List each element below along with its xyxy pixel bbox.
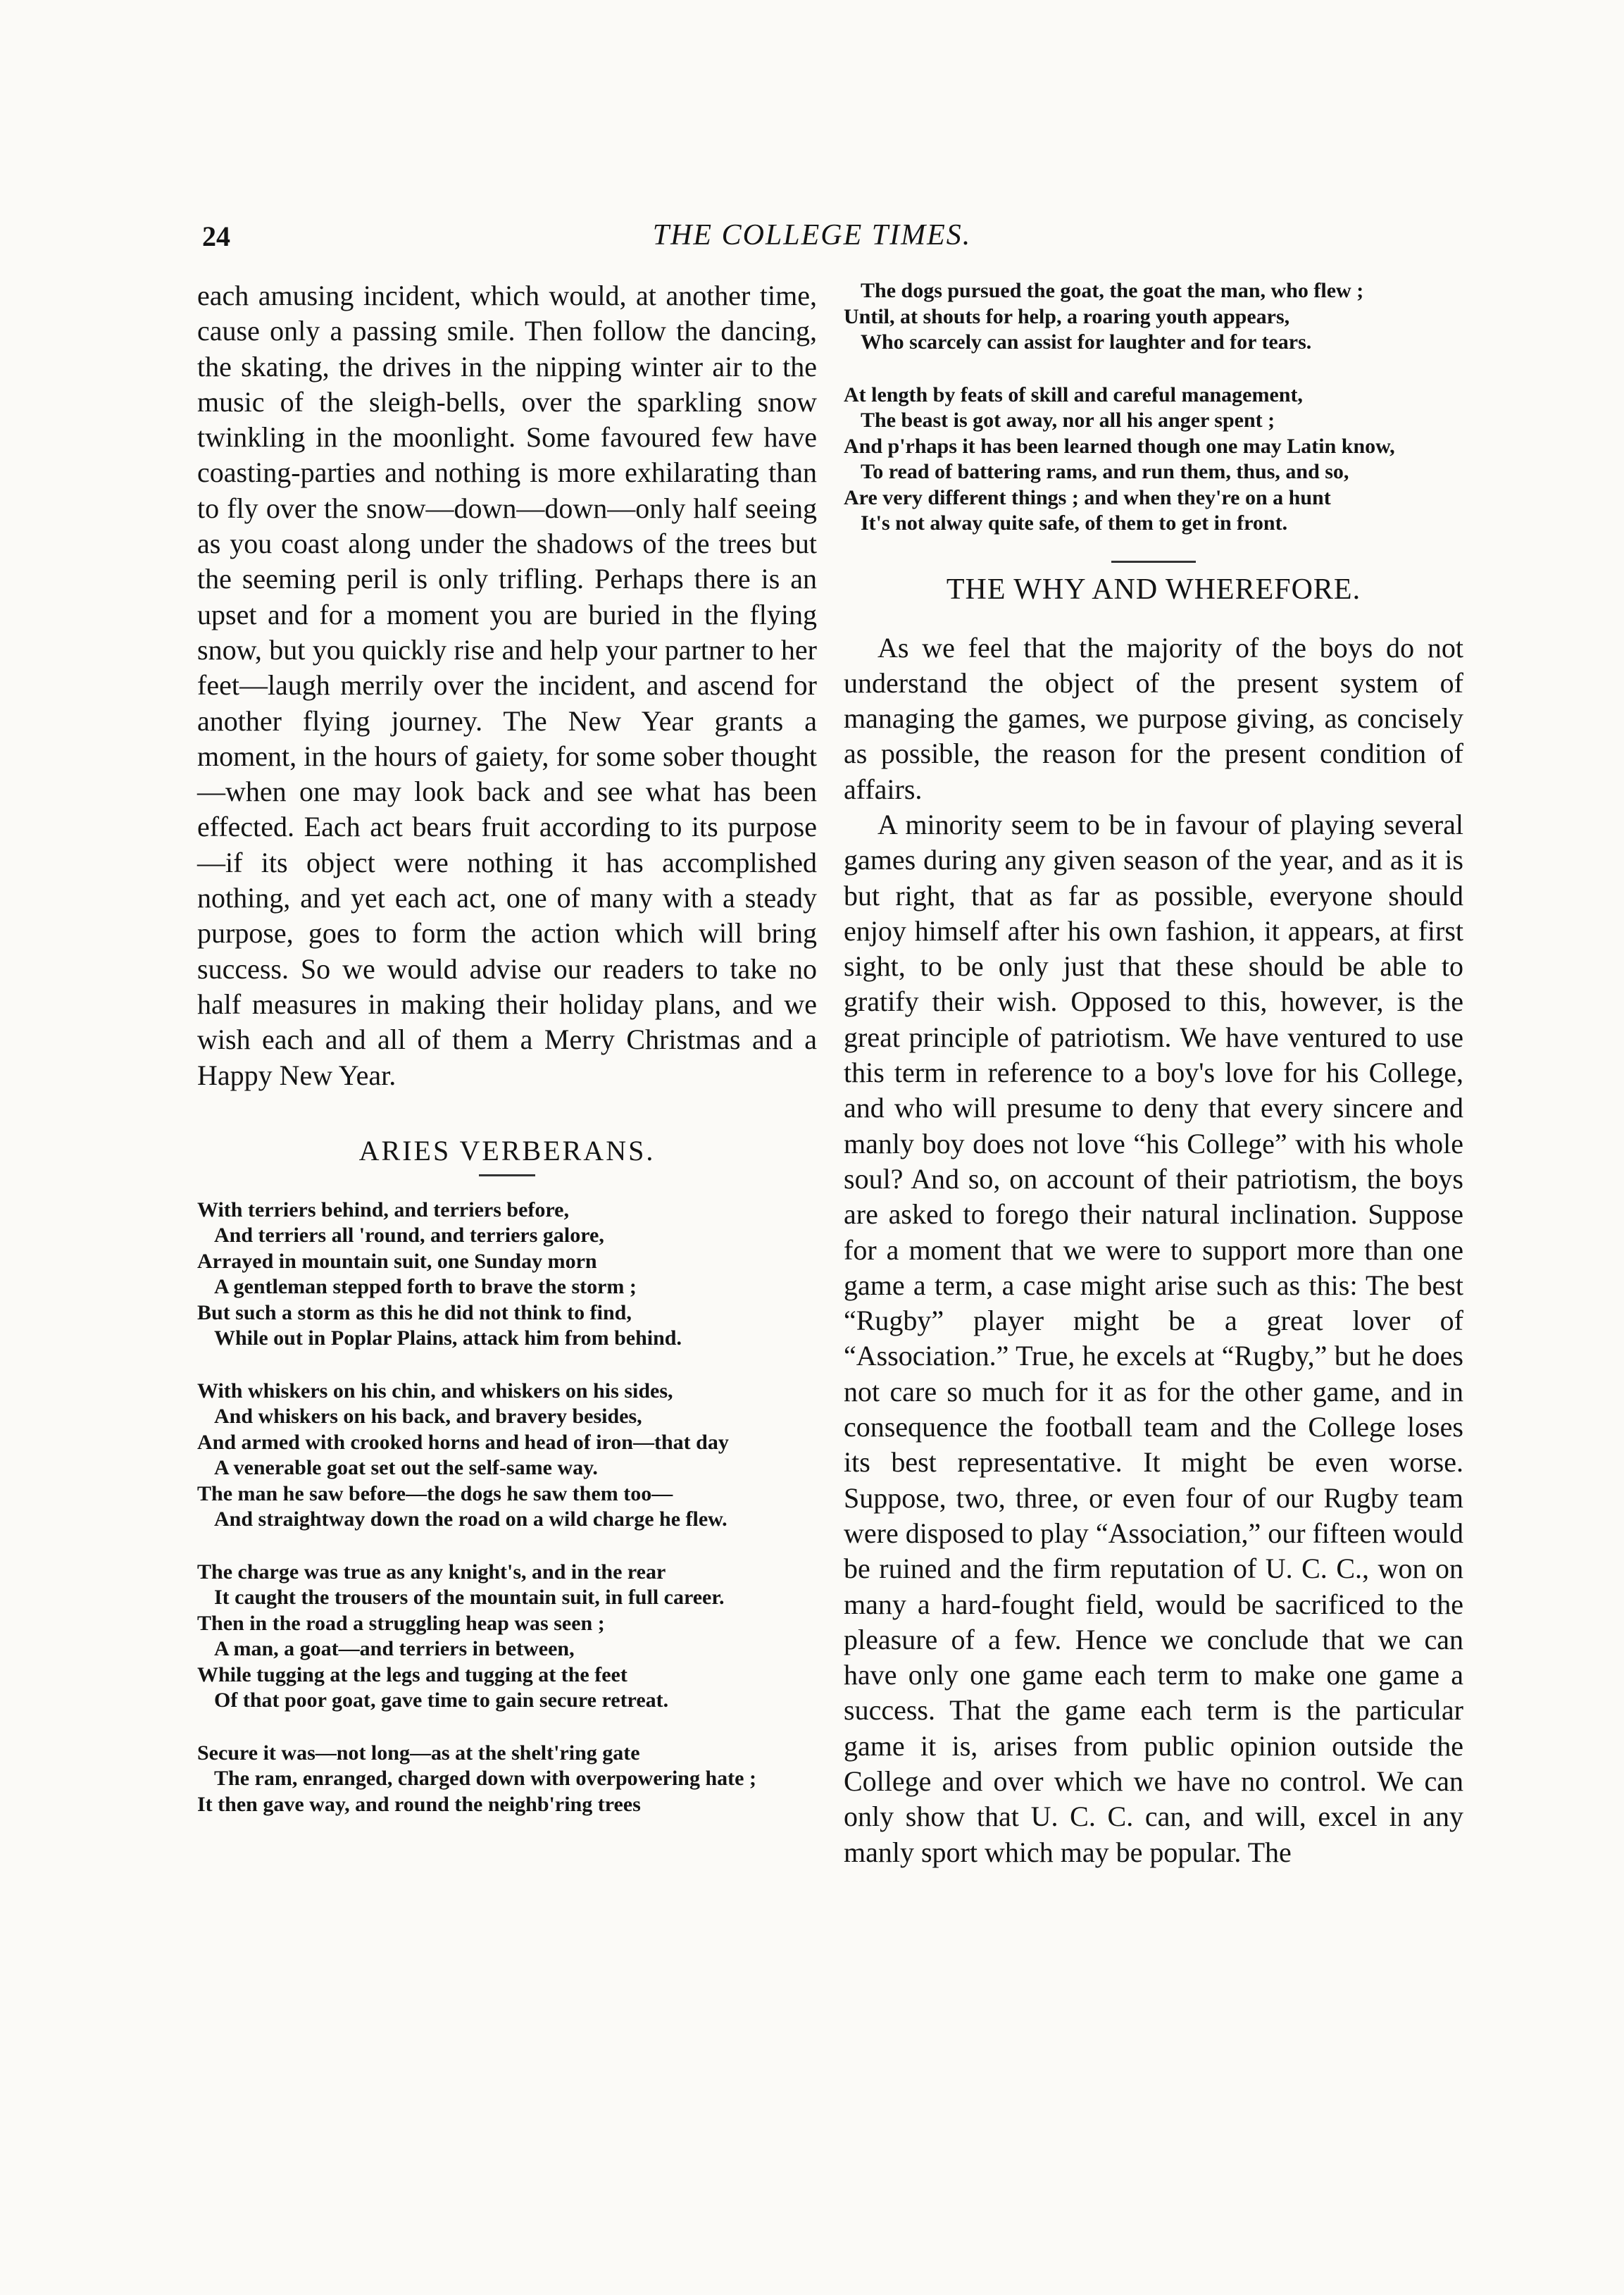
verse-line: Are very different things ; and when they're on a hunt bbox=[844, 485, 1331, 509]
verse-line: And terriers all 'round, and terriers galore, bbox=[214, 1224, 604, 1248]
verse-line: But such a storm as this he did not think to find, bbox=[197, 1300, 632, 1324]
poem bbox=[197, 1198, 817, 1818]
verse-line: A gentleman stepped forth to brave the storm ; bbox=[214, 1275, 637, 1299]
page-number: 24 bbox=[202, 220, 230, 252]
stanza bbox=[844, 382, 1463, 537]
section-title: THE WHY AND WHEREFORE. bbox=[946, 573, 1361, 606]
verse-line: And armed with crooked horns and head of iron—that day bbox=[197, 1430, 729, 1454]
verse-line: While tugging at the legs and tugging at the feet bbox=[197, 1662, 627, 1686]
verse-line: It caught the trousers of the mountain suit, in full career. bbox=[214, 1586, 725, 1610]
poem-title-rule bbox=[479, 1174, 535, 1176]
verse-line: Then in the road a struggling heap was seen ; bbox=[197, 1611, 605, 1635]
poem-title: ARIES VERBERANS. bbox=[358, 1134, 656, 1167]
stanza bbox=[197, 1198, 817, 1352]
left-column bbox=[197, 278, 817, 1844]
stanza bbox=[844, 278, 1463, 356]
verse-line: The beast is got away, nor all his anger spent ; bbox=[861, 409, 1275, 432]
verse-line: With terriers behind, and terriers before, bbox=[197, 1198, 569, 1221]
verse-line: To read of battering rams, and run them, thus, and so, bbox=[861, 460, 1349, 483]
verse-line: With whiskers on his chin, and whiskers on his sides, bbox=[197, 1379, 673, 1402]
verse-line: Of that poor goat, gave time to gain secure retreat. bbox=[214, 1688, 669, 1712]
verse-line: The man he saw before—the dogs he saw them too— bbox=[197, 1481, 673, 1505]
verse-line: It then gave way, and round the neighb'ring trees bbox=[197, 1792, 641, 1816]
verse-line: Who scarcely can assist for laughter and for tears. bbox=[861, 330, 1312, 354]
article-continuation: each amusing incident, which would, at another time, cause only a passing smile. Then follow the dancing, the skating, the drives in the nipping winter air to the music of the sleigh-bells, over the sparkling snow twinkling in the moonlight. Some favoured few have coasting-parties and nothing is more exhilarating than to fly over the snow—down—down—only half seeing as you coast along under the shadows of the trees but the seeming peril is only trifling. Perhaps there is an upset and for a moment you are buried in the flying snow, but you quickly rise and help your partner to her feet—laugh merrily over the incident, and ascend for another flying journey. The New Year grants a moment, in the hours of gaiety, for some sober thought—when one may look back and see what has been effected. Each act bears fruit according to its purpose—if its object were nothing it has accomplished nothing, and yet each act, one of many with a steady purpose, goes to form the action which will bring success. So we would advise our readers to take no half measures in making their holiday plans, and we wish each and all of them a Merry Christmas and a Happy New Year. bbox=[197, 280, 817, 1091]
verse-line: The dogs pursued the goat, the goat the man, who flew ; bbox=[861, 279, 1364, 302]
poem-continuation bbox=[844, 278, 1463, 537]
verse-line: Secure it was—not long—as at the shelt'ring gate bbox=[197, 1741, 640, 1765]
verse-line: A venerable goat set out the self-same way. bbox=[214, 1456, 598, 1480]
verse-line: The ram, enranged, charged down with overpowering hate ; bbox=[214, 1767, 756, 1791]
stanza bbox=[197, 1560, 817, 1714]
paragraph: A minority seem to be in favour of playing several games during any given season of the year, and as it is but right, that as far as possible, everyone should enjoy himself after his own fashion, it appears, at first sight, to be only just that these should be able to gratify their wish. Opposed to this, however, is the great principle of patriotism. We have ventured to use this term in reference to a boy's love for his College, and who will presume to deny that every sincere and manly boy does not love “his College” with his whole soul? And so, on account of their patriotism, the boys are asked to forego their natural inclination. Suppose for a moment that we were to support more than one game a term, a case might arise such as this: The best “Rugby” player might be a great lover of “Association.” True, he excels at “Rugby,” but he does not care so much for it as for the other game, and in consequence the football team and the College loses its best representative. It might be even worse. Suppose, two, three, or even four of our Rugby team were disposed to play “Association,” our fifteen would be ruined and the firm reputation of U. C. C., won on many a hard-fought field, would be sacrificed to the pleasure of a few. Hence we conclude that we can have only one game each term to make one game a success. That the game each term is the particular game it is, arises from public opinion outside the College and over which we have no control. We can only show that U. C. C. can, and will, excel in any manly sport which may be popular. The bbox=[844, 808, 1463, 1868]
verse-line: At length by feats of skill and careful management, bbox=[844, 382, 1303, 406]
stanza bbox=[197, 1379, 817, 1533]
verse-line: And straightway down the road on a wild charge he flew. bbox=[214, 1507, 727, 1531]
verse-line: It's not alway quite safe, of them to get in front. bbox=[861, 511, 1288, 535]
paragraph: As we feel that the majority of the boys do not understand the object of the present system of managing the games, we purpose giving, as concisely as possible, the reason for the present condition of affairs. bbox=[844, 631, 1463, 805]
verse-line: While out in Poplar Plains, attack him from behind. bbox=[214, 1326, 682, 1350]
stanza bbox=[197, 1741, 817, 1818]
section-rule bbox=[1111, 561, 1196, 563]
verse-line: And p'rhaps it has been learned though one may Latin know, bbox=[844, 434, 1395, 458]
verse-line: Arrayed in mountain suit, one Sunday morn bbox=[197, 1249, 597, 1273]
verse-line: The charge was true as any knight's, and in the rear bbox=[197, 1560, 666, 1584]
verse-line: Until, at shouts for help, a roaring youth appears, bbox=[844, 304, 1290, 328]
verse-line: And whiskers on his back, and bravery besides, bbox=[214, 1405, 642, 1429]
running-head: THE COLLEGE TIMES. bbox=[652, 219, 972, 251]
right-column bbox=[844, 278, 1463, 1870]
verse-line: A man, a goat—and terriers in between, bbox=[214, 1637, 575, 1661]
